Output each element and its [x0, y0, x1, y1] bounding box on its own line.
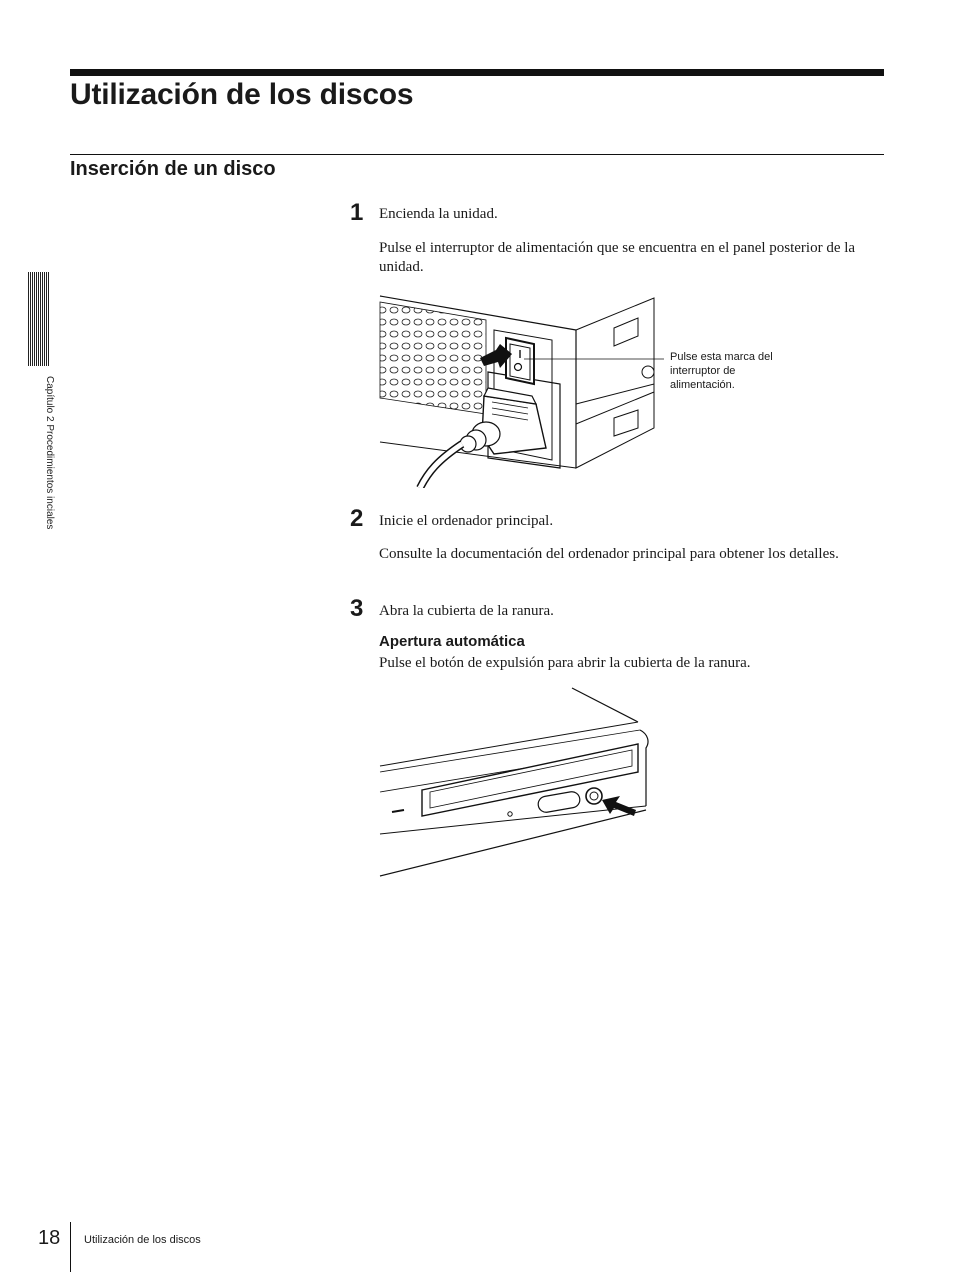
- eject-button-illustration: [376, 686, 658, 878]
- power-switch-callout: Pulse esta marca del interruptor de alimentación.: [670, 351, 773, 391]
- chapter-tab-marker: [28, 272, 48, 366]
- step-3-number: 3: [350, 595, 364, 622]
- power-switch-illustration: [376, 292, 666, 488]
- step-2-instruction: Inicie el ordenador principal.: [379, 513, 554, 529]
- footer-title: Utilización de los discos: [84, 1234, 201, 1246]
- step-2-number: 2: [350, 505, 364, 532]
- section-rule: [70, 154, 884, 155]
- title-rule: [70, 69, 884, 76]
- footer-rule: [70, 1222, 71, 1272]
- step-3-instruction: Abra la cubierta de la ranura.: [379, 603, 554, 619]
- step-1-detail: Pulse el interruptor de alimentación que se encuentra en el panel posterior de la unidad.: [379, 240, 856, 275]
- step-1-number: 1: [350, 199, 364, 226]
- auto-open-heading: Apertura automática: [379, 633, 525, 650]
- step-2-detail: Consulte la documentación del ordenador principal para obtener los detalles.: [379, 546, 839, 562]
- step-3-detail: Pulse el botón de expulsión para abrir la cubierta de la ranura.: [379, 655, 751, 671]
- chapter-label: Capítulo 2 Procedimientos inciales: [44, 376, 55, 530]
- section-title: Inserción de un disco: [70, 158, 276, 180]
- page-number: 18: [38, 1227, 61, 1249]
- step-1-instruction: Encienda la unidad.: [379, 206, 498, 222]
- page-title: Utilización de los discos: [70, 78, 414, 111]
